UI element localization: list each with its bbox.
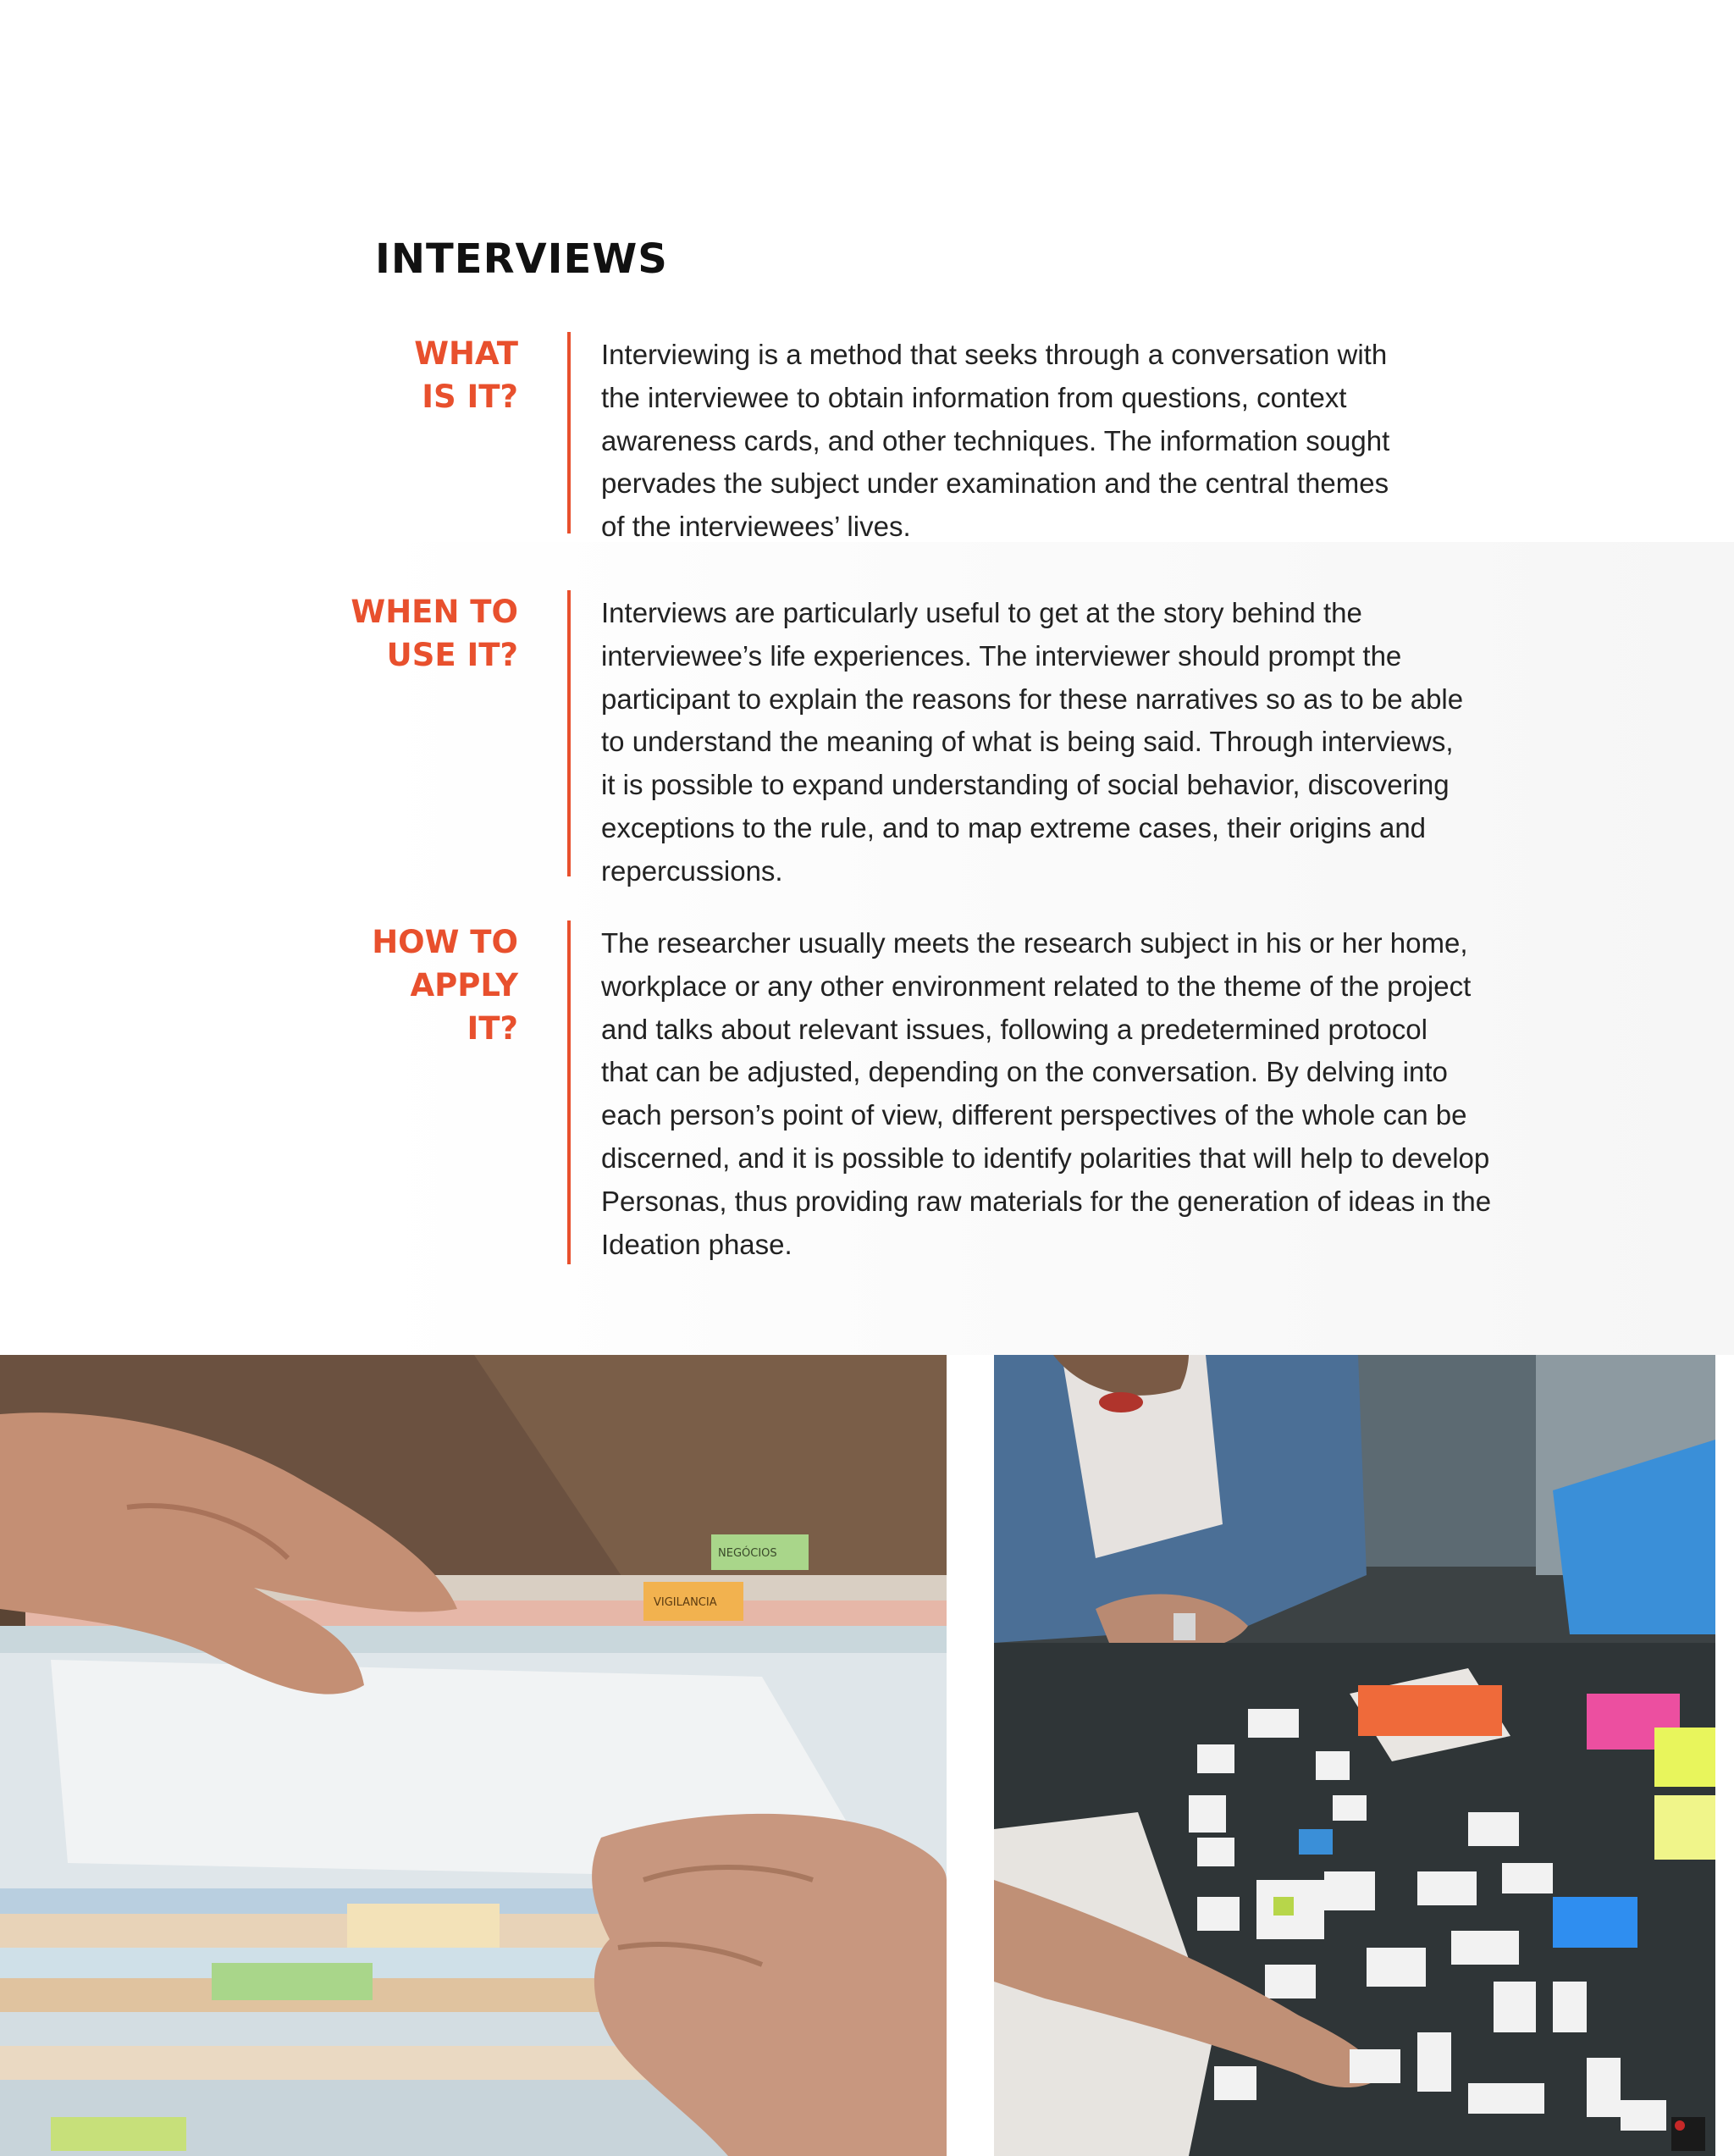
body-line: each person’s point of view, different perspectives of the whole can be <box>601 1099 1467 1131</box>
page-title: INTERVIEWS <box>375 235 668 283</box>
body-line: participant to explain the reasons for these narratives so as to be able <box>601 683 1464 715</box>
section-label-line: WHEN TO <box>351 594 518 630</box>
folder-tab-label: NEGÓCIOS <box>718 1547 777 1560</box>
body-line: that can be adjusted, depending on the conversation. By delving into <box>601 1056 1448 1088</box>
section-label-line: IS IT? <box>422 379 518 415</box>
section-label-line: APPLY <box>410 967 518 1003</box>
section-divider <box>567 920 571 1264</box>
body-line: The researcher usually meets the research subject in his or her home, <box>601 927 1468 959</box>
section-label-line: HOW TO <box>372 924 518 960</box>
section-divider <box>567 332 571 533</box>
body-line: of the interviewees’ lives. <box>601 511 911 543</box>
section-body <box>601 334 1583 549</box>
body-line: and talks about relevant issues, following a predetermined protocol <box>601 1013 1428 1045</box>
section-body <box>601 592 1583 893</box>
body-line: Personas, thus providing raw materials for the generation of ideas in the <box>601 1185 1492 1217</box>
body-line: to understand the meaning of what is being said. Through interviews, <box>601 726 1454 758</box>
section-label <box>372 920 518 1050</box>
section-label-line: WHAT <box>414 335 518 372</box>
body-line: the interviewee to obtain information from questions, context <box>601 381 1347 413</box>
body-line: Ideation phase. <box>601 1228 792 1260</box>
body-line: awareness cards, and other techniques. The information sought <box>601 424 1390 456</box>
body-line: discerned, and it is possible to identify polarities that will help to develop <box>601 1142 1490 1174</box>
section-label-line: IT? <box>467 1010 518 1047</box>
section-label-line: USE IT? <box>386 637 518 673</box>
body-line: repercussions. <box>601 854 783 887</box>
section-label <box>414 332 518 418</box>
body-line: it is possible to expand understanding of social behavior, discovering <box>601 769 1450 801</box>
body-line: pervades the subject under examination and the central themes <box>601 467 1389 500</box>
body-line: Interviewing is a method that seeks through a conversation with <box>601 339 1388 370</box>
photo-file-folders <box>0 1355 947 2156</box>
body-line: workplace or any other environment related to the theme of the project <box>601 970 1472 1002</box>
folder-tab-label: VIGILANCIA <box>654 1596 717 1609</box>
section-label <box>351 590 518 677</box>
section-divider <box>567 590 571 876</box>
body-line: exceptions to the rule, and to map extreme cases, their origins and <box>601 811 1427 843</box>
photo-card-sorting <box>994 1355 1715 2156</box>
section-body <box>601 922 1583 1266</box>
body-line: interviewee’s life experiences. The interviewer should prompt the <box>601 639 1402 672</box>
body-line: Interviews are particularly useful to get at the story behind the <box>601 597 1362 628</box>
